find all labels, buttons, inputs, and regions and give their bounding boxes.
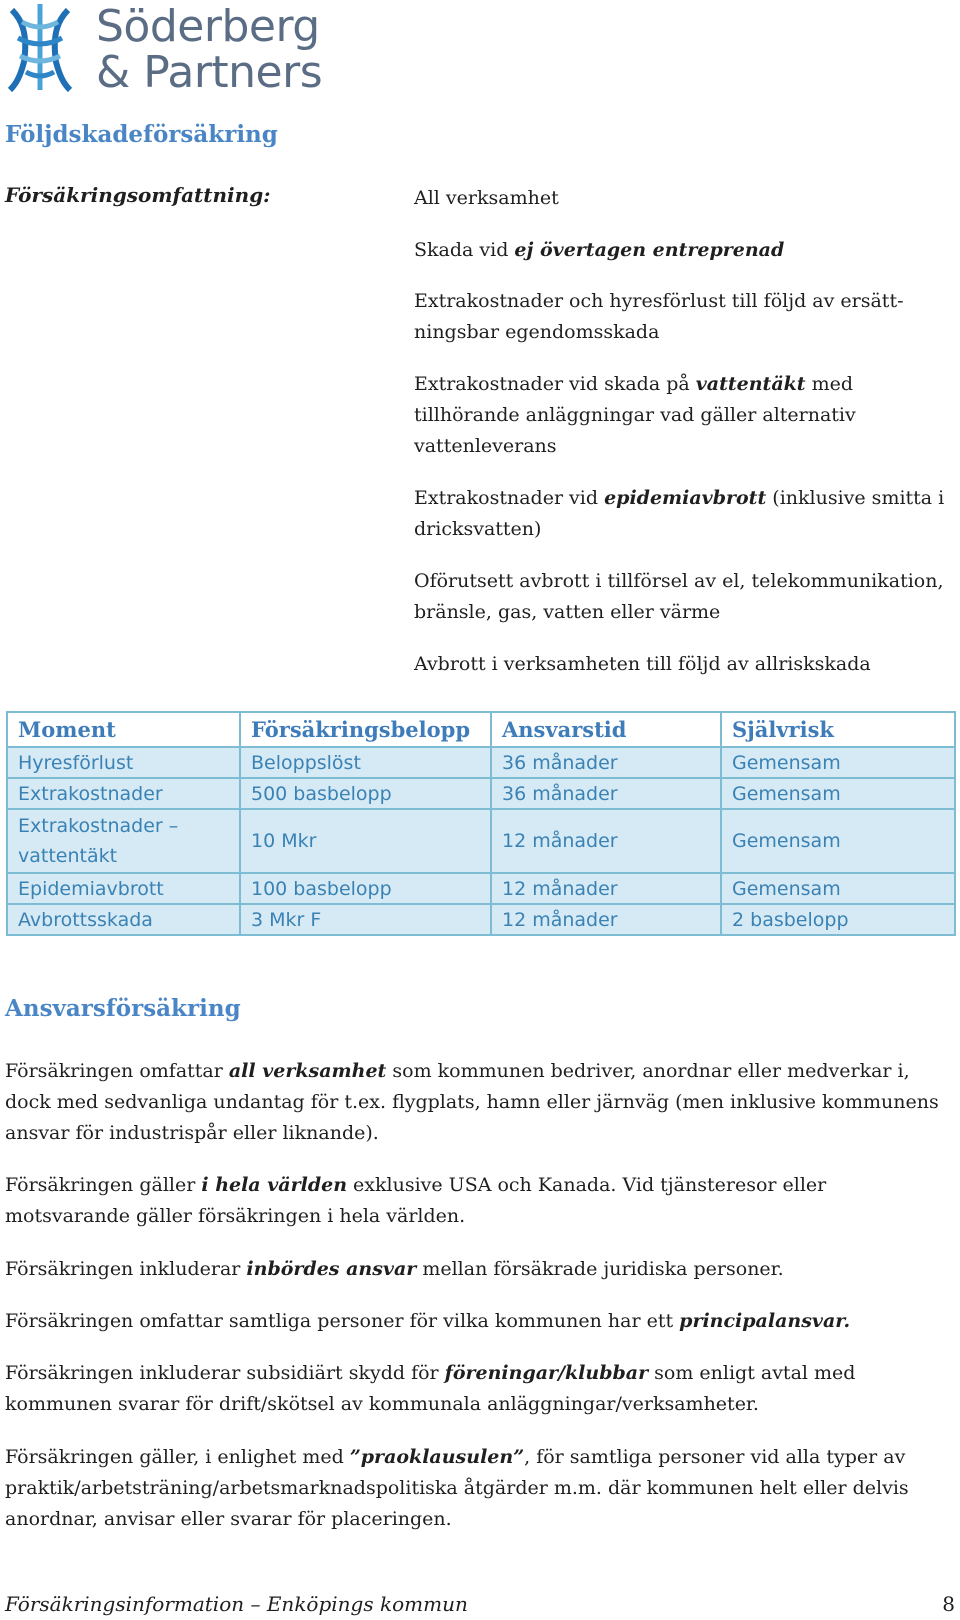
table-cell: 12 månader xyxy=(491,904,721,935)
table-cell: Avbrottsskada xyxy=(7,904,240,935)
table-cell: Gemensam xyxy=(721,809,955,873)
paragraph: Försäkringen omfattar samtliga personer för vilka kommunen har ett principalansvar. xyxy=(5,1310,851,1332)
logo-wordmark xyxy=(96,1,323,98)
table-cell: Beloppslöst xyxy=(240,747,491,778)
table-cell: Hyresförlust xyxy=(7,747,240,778)
table-cell: 500 basbelopp xyxy=(240,778,491,809)
table-cell: 2 basbelopp xyxy=(721,904,955,935)
table-cell: Gemensam xyxy=(721,873,955,904)
section-title-ansvar: Ansvarsförsäkring xyxy=(5,995,241,1022)
paragraph: Försäkringen gäller i hela världen exklusive USA och Kanada. Vid tjänsteresor eller motsvarande gäller försäkringen i hela världen. xyxy=(5,1174,827,1227)
table-cell: Gemensam xyxy=(721,747,955,778)
company-logo xyxy=(4,1,323,98)
footer-title: Försäkringsinformation – Enköpings kommun xyxy=(5,1592,468,1616)
coverage-item: Skada vid ej övertagen entreprenad xyxy=(414,239,785,261)
table-row xyxy=(7,904,955,935)
table-cell: 100 basbelopp xyxy=(240,873,491,904)
coverage-label: Försäkringsomfattning: xyxy=(5,183,271,207)
insurance-table xyxy=(6,711,956,936)
table-cell: Gemensam xyxy=(721,778,955,809)
coverage-item: Extrakostnader vid epidemiavbrott (inklusive smitta i dricksvatten) xyxy=(414,487,945,540)
table-cell: 36 månader xyxy=(491,778,721,809)
table-cell: Epidemiavbrott xyxy=(7,873,240,904)
column-header-belopp: Försäkringsbelopp xyxy=(240,712,491,747)
column-header-sjalvrisk: Självrisk xyxy=(721,712,955,747)
logo-line-2: & Partners xyxy=(96,47,323,98)
table-cell: 36 månader xyxy=(491,747,721,778)
coverage-list xyxy=(414,183,954,701)
table-cell: 12 månader xyxy=(491,873,721,904)
page-number: 8 xyxy=(942,1592,955,1616)
coverage-item: Oförutsett avbrott i tillförsel av el, telekommunikation, bränsle, gas, vatten eller värme xyxy=(414,570,944,623)
table-cell: 3 Mkr F xyxy=(240,904,491,935)
logo-emblem-icon xyxy=(4,2,76,92)
coverage-item: Extrakostnader och hyresförlust till följd av ersätt-ningsbar egendomsskada xyxy=(414,290,904,343)
paragraph: Försäkringen inkluderar subsidiärt skydd för föreningar/klubbar som enligt avtal med kommunen svarar för drift/skötsel av kommunala anläggningar/verksamheter. xyxy=(5,1362,856,1415)
column-header-ansvarstid: Ansvarstid xyxy=(491,712,721,747)
table-cell: Extrakostnader – vattentäkt xyxy=(7,809,240,873)
table-row xyxy=(7,778,955,809)
section-title-foljdskada: Följdskadeförsäkring xyxy=(5,121,278,148)
table-cell: Extrakostnader xyxy=(7,778,240,809)
coverage-item: Extrakostnader vid skada på vattentäkt med tillhörande anläggningar vad gäller alternativ vattenleverans xyxy=(414,373,856,457)
table-row xyxy=(7,747,955,778)
paragraph: Försäkringen omfattar all verksamhet som kommunen bedriver, anordnar eller medverkar i, dock med sedvanliga undantag för t.ex. flygplats, hamn eller järnväg (men inklusive kommunens ansvar för industrispår eller liknande). xyxy=(5,1060,939,1144)
paragraph: Försäkringen inkluderar inbördes ansvar mellan försäkrade juridiska personer. xyxy=(5,1258,784,1280)
coverage-item: Avbrott i verksamheten till följd av allriskskada xyxy=(414,653,871,675)
coverage-item: All verksamhet xyxy=(414,187,559,209)
table-row xyxy=(7,873,955,904)
table-header-row xyxy=(7,712,955,747)
table-cell: 10 Mkr xyxy=(240,809,491,873)
table-row xyxy=(7,809,955,873)
table-cell: 12 månader xyxy=(491,809,721,873)
paragraph: Försäkringen gäller, i enlighet med ”praoklausulen”, för samtliga personer vid alla typer av praktik/arbetsträning/arbetsmarknadspolitiska åtgärder m.m. där kommunen helt eller delvis anordnar, anvisar eller svarar för placeringen. xyxy=(5,1446,909,1530)
logo-line-1: Söderberg xyxy=(96,1,320,52)
column-header-moment: Moment xyxy=(7,712,240,747)
